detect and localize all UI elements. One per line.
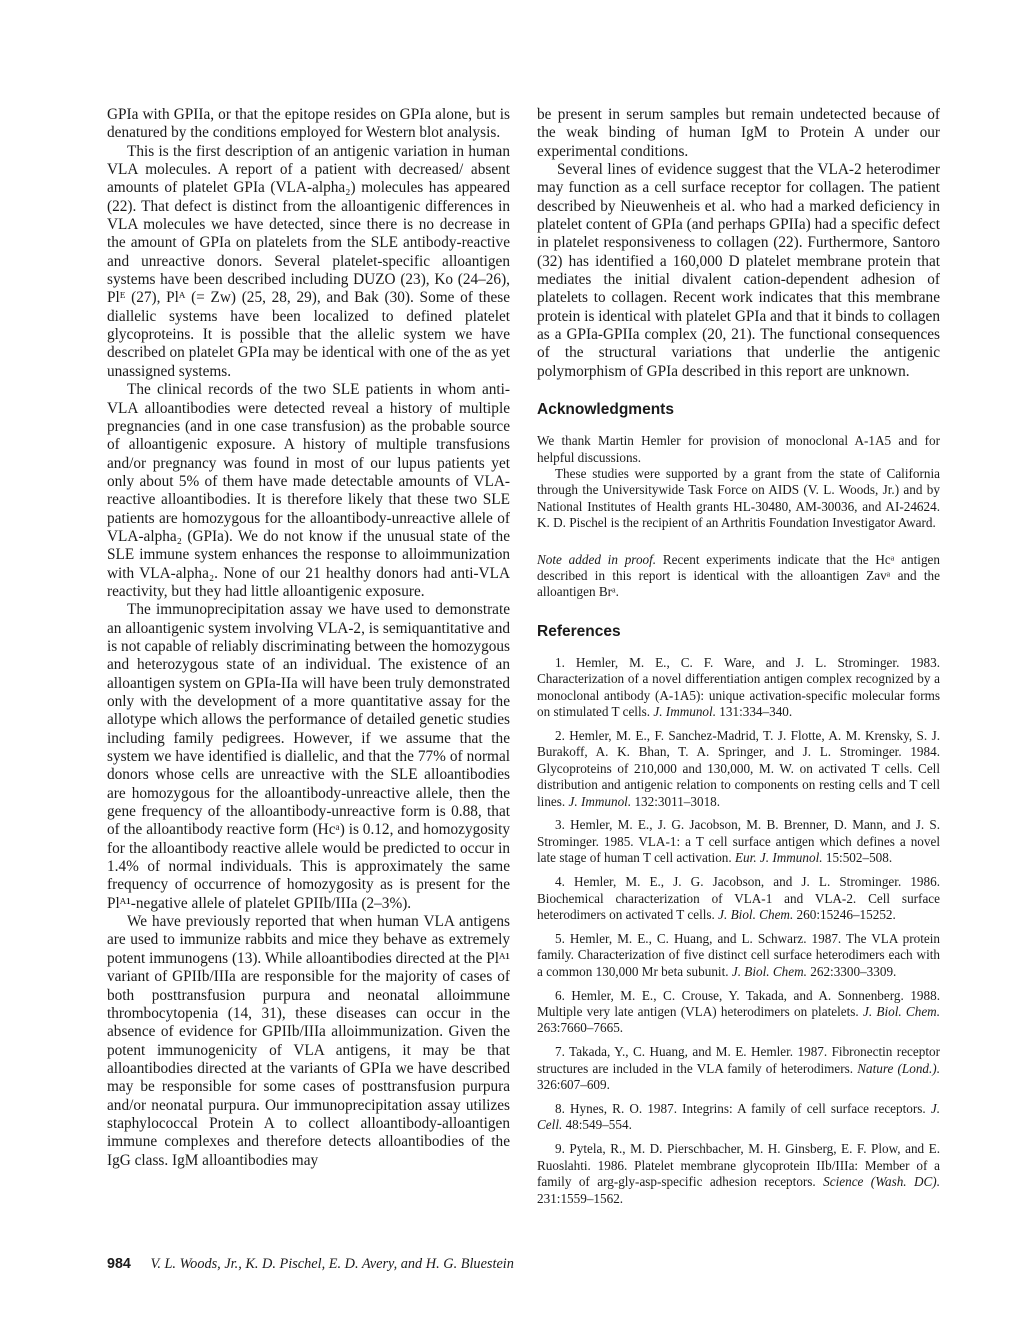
body-paragraph: This is the first description of an antigenic variation in human VLA molecules. A report of a patient with decreased/ absent amounts of platelet GPIa (VLA-alpha₂) molecules has appeared (22). That defect is distinct from the alloantigenic differences in VLA molecules we have detected, since there is no decrease in the amount of GPIa on platelets from the SLE antibody-reactive and unreactive donors. Several platelet-specific alloantigen systems have been described including DUZO (23), Ko (24–26), Plᴱ (27), Plᴬ (= Zw) (25, 28, 29), and Bak (30). Some of these diallelic systems have been localized to defined platelet glycoproteins. It is possible that the allelic system we have described on platelet GPIa may be identical with one of the as yet unassigned systems.	[107, 142, 510, 380]
reference-text: 2. Hemler, M. E., F. Sanchez-Madrid, T. J. Flotte, A. M. Krensky, S. J. Burakoff, A. K. Bhan, T. A. Springer, and J. L. Strominger. 1984. Glycoproteins of 210,000 and 130,000, M. W. on activated T cells. Cell distribution and antigenic relation to components on resting cells and T cell lines.	[537, 727, 940, 809]
reference-journal: Eur. J. Immunol.	[735, 850, 823, 866]
reference-text: 5. Hemler, M. E., C. Huang, and L. Schwarz. 1987. The VLA protein family. Characterization of five distinct cell surface heterodimers each with a common 130,000 Mr beta subunit.	[537, 930, 940, 979]
acknowledgments-paragraph: These studies were supported by a grant from the state of California through the Universitywide Task Force on AIDS (V. L. Woods, Jr.) and by National Institutes of Health grants HL-30480, AM-30036, and AI-24624. K. D. Pischel is the recipient of an Arthritis Foundation Investigator Award.	[537, 465, 940, 531]
reference-item	[537, 1101, 940, 1134]
body-paragraph: We have previously reported that when human VLA antigens are used to immunize rabbits and mice they behave as extremely potent immunogens (13). While alloantibodies directed at the Plᴬ¹ variant of GPIIb/IIIa are responsible for the majority of cases of both posttransfusion purpura and neonatal alloimmune thrombocytopenia (14, 31), these diseases can occur in the absence of evidence for GPIIb/IIIa alloimmunization. Given the potent immunogenicity of VLA antigens, it may be that alloantibodies directed at the variants of GPIa we have described may be responsible for some cases of posttransfusion purpura and/or neonatal purpura. Our immunoprecipitation assay utilizes staphylococcal Protein A to collect alloantibody-alloantigen immune complexes and therefore detects alloantibodies of the IgG class. IgM alloantibodies may	[107, 913, 510, 1169]
body-paragraph: The immunoprecipitation assay we have used to demonstrate an alloantigenic system involving VLA-2, is semiquantitative and is not capable of reliably discriminating between the homozygous and heterozygous state of an individual. The existence of an alloantigen system on GPIa-IIa will have been truly demonstrated only with the development of a more quantitative assay for the allotype which allows the performance of detailed genetic studies including family pedigrees. However, if we assume that the system we have identified is diallelic, and that the 77% of normal donors whose cells are unreactive with the SLE alloantibodies are homozygous for the alloantibody-unreactive allele, then the gene frequency of the alloantibody-unreactive form is 0.88, that of the alloantibody reactive form (Hcᵃ) is 0.12, and homozygosity for the alloantibody reactive allele would be predicted to occur in 1.4% of normal individuals. This is approximately the same frequency of occurrence of homozygosity as is present for the Plᴬ¹-negative allele of platelet GPIIb/IIIa (2–3%).	[107, 601, 510, 912]
reference-journal: J. Immunol.	[653, 704, 716, 720]
reference-journal: J. Immunol.	[568, 793, 632, 809]
reference-text: 8. Hynes, R. O. 1987. Integrins: A family of cell surface receptors.	[555, 1101, 931, 1117]
reference-citation: 48:549–554.	[562, 1117, 632, 1133]
reference-text: 6. Hemler, M. E., C. Crouse, Y. Takada, and A. Sonnenberg. 1988. Multiple very late antigen (VLA) heterodimers on platelets.	[537, 987, 940, 1020]
left-column	[107, 106, 510, 1170]
right-column	[537, 106, 940, 1215]
footer-authors: V. L. Woods, Jr., K. D. Pischel, E. D. Avery, and H. G. Bluestein	[150, 1256, 514, 1272]
reference-text: 3. Hemler, M. E., J. G. Jacobson, M. B. Brenner, D. Mann, and J. S. Strominger. 1985. VLA-1: a T cell surface antigen which defines a novel late stage of human T cell activation.	[537, 817, 940, 866]
note-added-in-proof	[537, 552, 940, 601]
reference-text: 1. Hemler, M. E., C. F. Ware, and J. L. Strominger. 1983. Characterization of a novel differentiation antigen complex recognized by a monoclonal antibody (A-1A5): unique activation-specific molecular forms on stimulated T cells.	[537, 654, 940, 720]
reference-item	[537, 931, 940, 980]
reference-citation: 131:334–340.	[716, 704, 793, 720]
body-paragraph: GPIa with GPIIa, or that the epitope resides on GPIa alone, but is denatured by the conditions employed for Western blot analysis.	[107, 106, 510, 142]
note-text: Recent experiments indicate that the Hcᵃ antigen described in this report is identical with the alloantigen Zavᵃ and the alloantigen Brᵃ.	[537, 551, 940, 600]
reference-item	[537, 728, 940, 810]
reference-journal: J. Biol. Chem.	[862, 1004, 940, 1020]
reference-text: 4. Hemler, M. E., J. G. Jacobson, and J. L. Strominger. 1986. Biochemical characterization of VLA-1 and VLA-2. Cell surface heterodimers on activated T cells.	[537, 874, 940, 922]
reference-text: 9. Pytela, R., M. D. Pierschbacher, M. H. Ginsberg, E. F. Plow, and E. Ruoslahti. 1986. Platelet membrane glycoprotein IIb/IIIa: Member of a family of arg-gly-asp-specific adhesion receptors.	[537, 1141, 940, 1190]
reference-citation: 262:3300–3309.	[806, 963, 897, 979]
reference-citation: 231:1559–1562.	[537, 1190, 624, 1206]
reference-item	[537, 988, 940, 1037]
acknowledgments-paragraph: We thank Martin Hemler for provision of monoclonal A-1A5 and for helpful discussions.	[537, 433, 940, 465]
reference-citation: 132:3011–3018.	[631, 793, 721, 809]
acknowledgments-heading: Acknowledgments	[537, 401, 674, 419]
reference-item	[537, 1044, 940, 1093]
reference-journal: Nature (Lond.).	[857, 1060, 940, 1076]
reference-citation: 326:607–609.	[537, 1077, 610, 1093]
reference-journal: J. Biol. Chem.	[731, 963, 807, 979]
reference-citation: 15:502–508.	[822, 850, 893, 866]
body-paragraph: The clinical records of the two SLE patients in whom anti-VLA alloantibodies were detected reveal a history of multiple pregnancies (and in one case transfusion) as the probable source of alloantigenic exposure. A history of multiple transfusions and/or pregnancy was found in most of our lupus patients yet only about 5% of them have made detectable amounts of VLA-reactive alloantibodies. It is therefore likely that these two SLE patients are homozygous for the alloantibody-unreactive allele of VLA-alpha₂ (GPIa). We do not know if the unusual state of the SLE immune system enhances the response to alloimmunization with VLA-alpha₂. None of our 21 healthy donors had anti-VLA reactivity, but they had little alloantigenic exposure.	[107, 381, 510, 600]
references-heading: References	[537, 622, 621, 640]
page-footer	[107, 1256, 807, 1273]
page-number: 984	[107, 1256, 131, 1272]
reference-journal: Science (Wash. DC).	[823, 1174, 940, 1190]
body-paragraph: Several lines of evidence suggest that the VLA-2 heterodimer may function as a cell surface receptor for collagen. The patient described by Nieuwenheis et al. who had a marked deficiency in platelet content of GPIa (and perhaps GPIIa) had a specific defect in platelet responsiveness to collagen (22). Furthermore, Santoro (32) has identified a 160,000 D platelet membrane protein that mediates the initial divalent cation-dependent adhesion of platelets to collagen. Recent work indicates that this membrane protein is identical with platelet GPIa and that it binds to collagen as a GPIa-GPIIa complex (20, 21). The functional consequences of the structural variations that underlie the antigenic polymorphism of GPIa described in this report are unknown.	[537, 161, 940, 380]
reference-text: 7. Takada, Y., C. Huang, and M. E. Hemler. 1987. Fibronectin receptor structures are included in the VLA family of heterodimers.	[537, 1044, 940, 1076]
reference-item	[537, 874, 940, 923]
note-label: Note added in proof.	[537, 551, 657, 567]
reference-citation: 260:15246–15252.	[793, 907, 896, 922]
body-paragraph: be present in serum samples but remain undetected because of the weak binding of human IgM to Protein A under our experimental conditions.	[537, 106, 940, 160]
reference-item	[537, 817, 940, 866]
reference-citation: 263:7660–7665.	[537, 1020, 624, 1036]
reference-journal: J. Cell.	[537, 1101, 940, 1133]
reference-item	[537, 1141, 940, 1207]
reference-journal: J. Biol. Chem.	[718, 907, 794, 922]
reference-item	[537, 655, 940, 721]
reference-list	[537, 655, 940, 1207]
